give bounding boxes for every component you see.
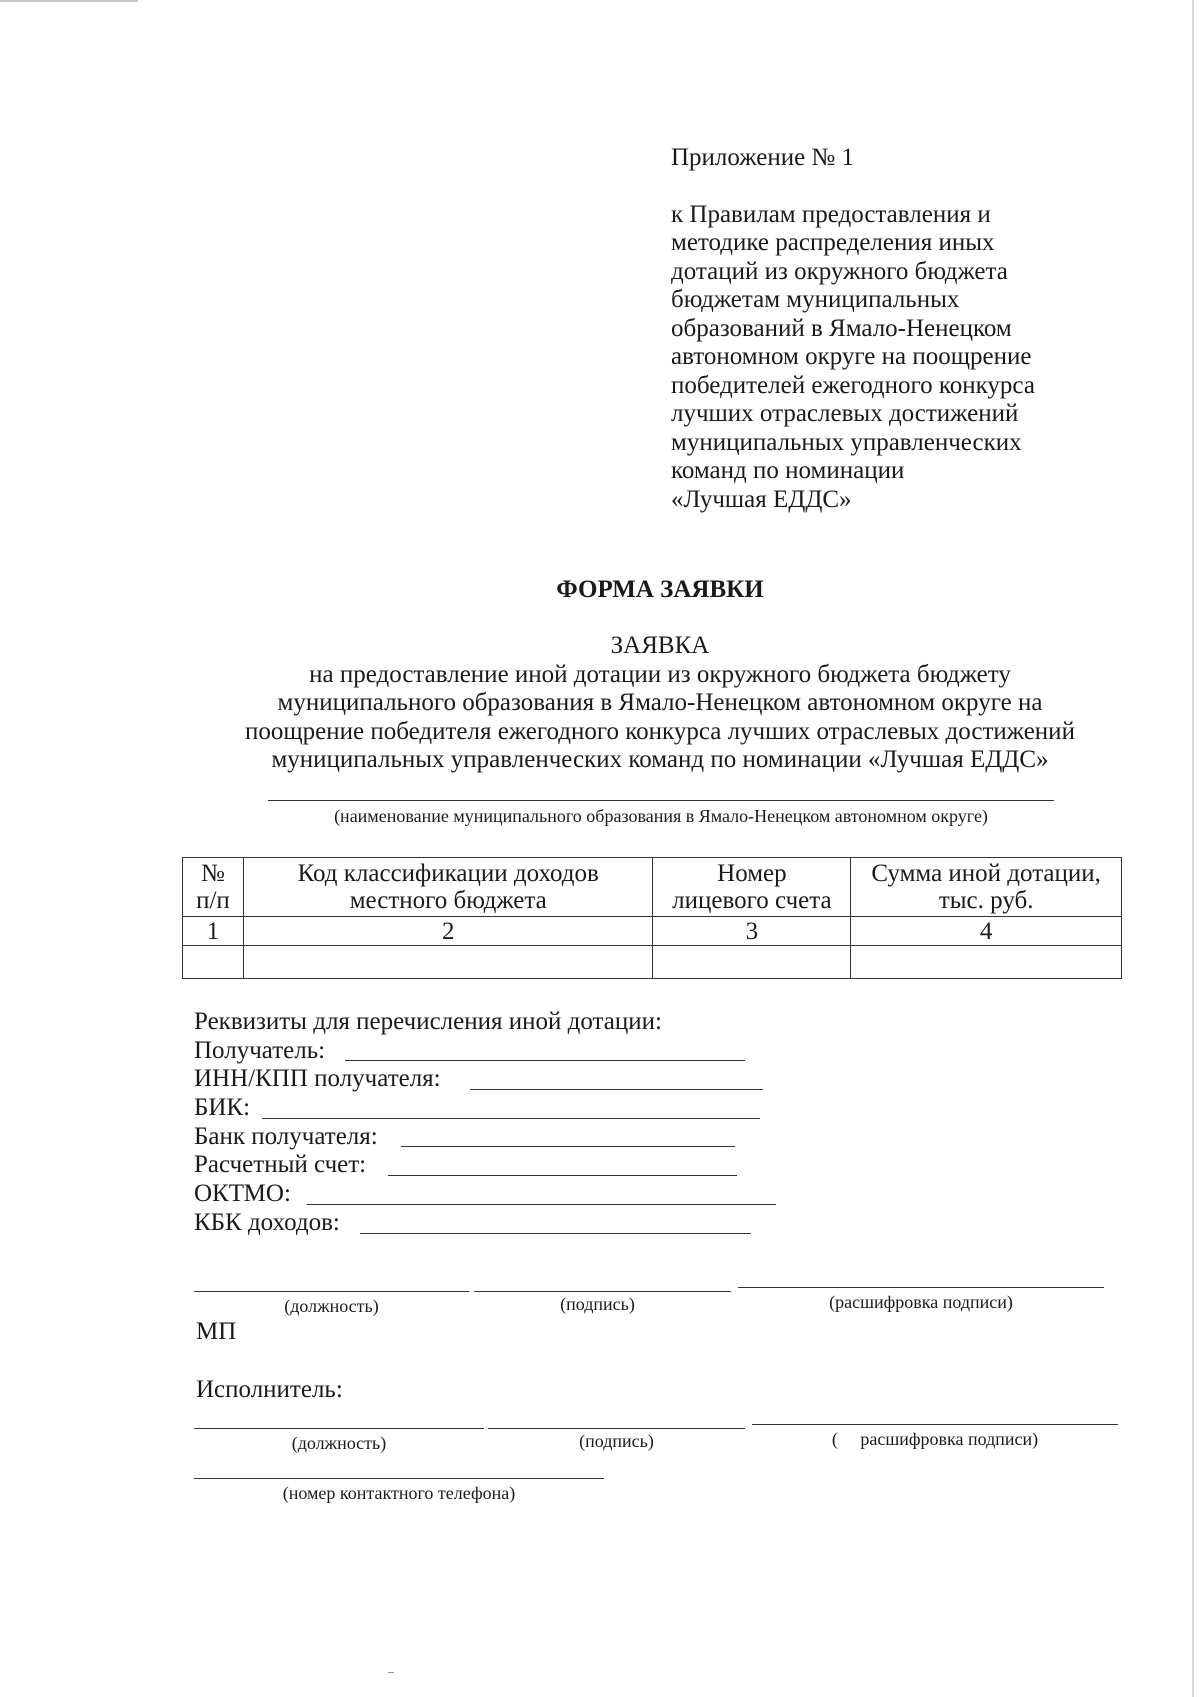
requisite-label: Получатель: (194, 1036, 326, 1064)
municipality-name-caption: (наименование муниципального образования в Ямало-Ненецком автономном округе) (334, 806, 988, 826)
requisite-bank-field[interactable] (401, 1146, 735, 1147)
requisite-label: Банк получателя: (194, 1122, 378, 1150)
requisite-account-field[interactable] (388, 1175, 737, 1176)
appendix-line: бюджетам муниципальных (671, 286, 960, 313)
appendix-line: дотаций из окружного бюджета (671, 257, 1008, 285)
request-description-line: поощрение победителя ежегодного конкурса лучших отраслевых достижений (245, 717, 1075, 745)
appendix-line: победителей ежегодного конкурса (671, 371, 1035, 399)
request-block (160, 632, 1160, 775)
executor-phone-field[interactable] (194, 1478, 604, 1479)
table-row (183, 946, 1122, 979)
table-header-text: местного бюджета (349, 887, 547, 914)
table-header-row (183, 858, 1122, 917)
requisite-kbk-field[interactable] (360, 1233, 751, 1234)
signature-decode-caption: (расшифровка подписи) (829, 1292, 1013, 1312)
requisite-recipient-field[interactable] (345, 1060, 745, 1061)
appendix-line: методике распределения иных (671, 229, 995, 256)
requisite-bik (194, 1094, 834, 1123)
budget-table (182, 857, 1122, 979)
executor-sign-field[interactable] (488, 1428, 745, 1429)
table-header-text: Код классификации доходов (297, 860, 599, 887)
requisite-oktmo-field[interactable] (307, 1204, 776, 1205)
table-cell: 3 (653, 917, 851, 946)
requisite-bik-field[interactable] (262, 1118, 760, 1119)
table-header-text: лицевого счета (672, 887, 832, 914)
page-corner-mark (0, 0, 138, 2)
table-header-text: Сумма иной дотации, (871, 860, 1101, 887)
request-description-line: на предоставление иной дотации из окружного бюджета бюджету (309, 660, 1011, 688)
signature-sign-caption: (подпись) (560, 1294, 635, 1314)
requisites-heading: Реквизиты для перечисления иной дотации: (194, 1008, 662, 1035)
table-cell: 2 (243, 917, 653, 946)
table-header-cell (243, 858, 653, 917)
requisite-kbk (194, 1209, 834, 1238)
appendix-line: образований в Ямало-Ненецком (671, 314, 1012, 342)
table-header-cell (183, 858, 244, 917)
executor-sign-caption: (подпись) (579, 1431, 654, 1451)
executor-position-field[interactable] (194, 1428, 484, 1429)
requisite-label: КБК доходов: (194, 1208, 340, 1236)
signature-position-caption: (должность) (284, 1296, 379, 1316)
requisite-label: Расчетный счет: (194, 1151, 367, 1179)
table-cell-blank[interactable] (243, 946, 653, 979)
form-title: ФОРМА ЗАЯВКИ (556, 576, 764, 603)
table-header-text: п/п (196, 887, 230, 914)
requisite-recipient (194, 1037, 834, 1066)
appendix-line: автономном округе на поощрение (671, 343, 1032, 370)
executor-position-caption: (должность) (291, 1433, 387, 1453)
appendix-header (671, 144, 1101, 514)
table-header-text: тыс. руб. (938, 887, 1034, 914)
executor-label: Исполнитель: (196, 1376, 343, 1403)
appendix-line: команд по номинации (671, 457, 905, 484)
appendix-line: к Правилам предоставления и (671, 200, 991, 228)
executor-phone-caption: (номер контактного телефона) (282, 1483, 516, 1503)
request-description-line: муниципального образования в Ямало-Ненецком автономном округе на (277, 689, 1043, 716)
table-cell-blank[interactable] (851, 946, 1122, 979)
municipality-name-field[interactable] (268, 800, 1054, 801)
table-cell: 4 (851, 917, 1122, 946)
table-cell: 1 (183, 917, 244, 946)
requisites-block (194, 1008, 834, 1238)
request-heading: ЗАЯВКА (610, 632, 710, 659)
requisite-account (194, 1151, 834, 1180)
appendix-line: «Лучшая ЕДДС» (671, 485, 852, 513)
requisite-label: ОКТМО: (194, 1180, 291, 1208)
requisite-label: ИНН/КПП получателя: (194, 1065, 441, 1093)
request-description-line: муниципальных управленческих команд по номинации «Лучшая ЕДДС» (271, 746, 1049, 773)
appendix-line: лучших отраслевых достижений (671, 400, 1019, 427)
table-header-text: Номер (717, 860, 787, 887)
requisite-bank (194, 1123, 834, 1152)
requisite-label: БИК: (194, 1094, 251, 1122)
scan-speck (388, 1672, 394, 1673)
executor-decode-field[interactable] (752, 1424, 1118, 1425)
table-row (183, 917, 1122, 946)
table-cell-blank[interactable] (183, 946, 244, 979)
requisite-inn-kpp (194, 1065, 834, 1094)
table-header-cell (851, 858, 1122, 917)
table-header-text: № (201, 860, 225, 887)
signature-sign-field[interactable] (474, 1291, 731, 1292)
requisite-inn-kpp-field[interactable] (470, 1089, 763, 1090)
appendix-number: Приложение № 1 (671, 144, 855, 171)
appendix-line: муниципальных управленческих (671, 428, 1022, 456)
stamp-label: МП (196, 1318, 237, 1345)
signature-position-field[interactable] (194, 1291, 469, 1292)
table-header-cell (653, 858, 851, 917)
executor-decode-caption: ( расшифровка подписи) (831, 1429, 1039, 1449)
page-edge-shadow (1192, 0, 1194, 1697)
requisite-oktmo (194, 1180, 834, 1209)
signature-decode-field[interactable] (738, 1287, 1104, 1288)
table-cell-blank[interactable] (653, 946, 851, 979)
